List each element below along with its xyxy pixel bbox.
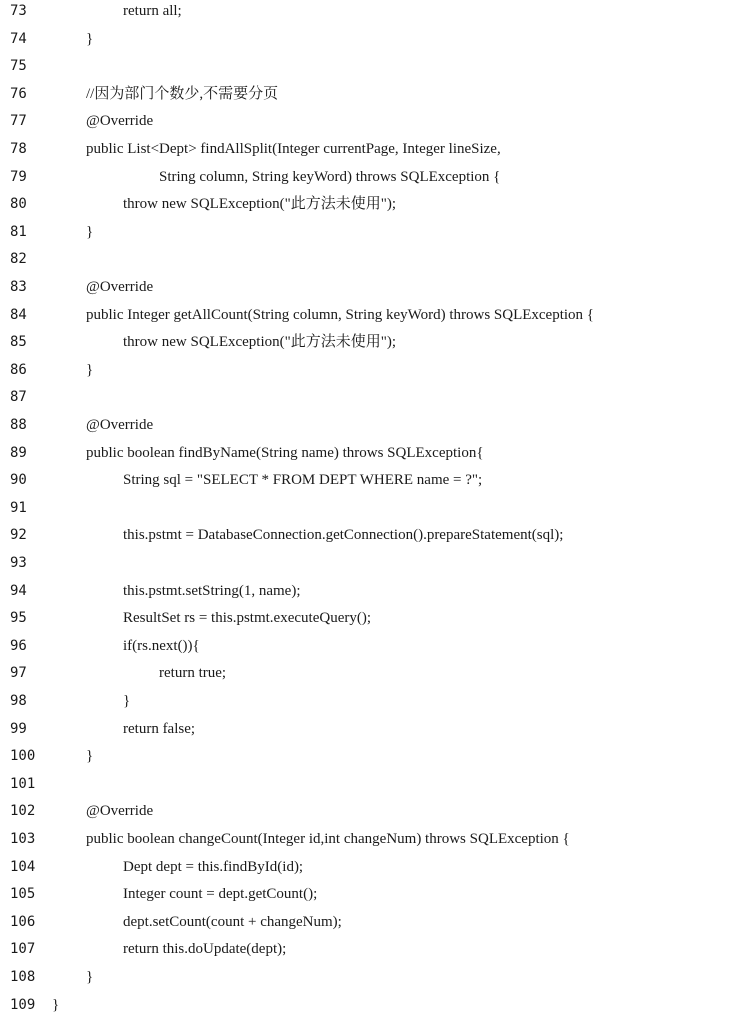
code-text: @Override <box>86 803 154 820</box>
code-line <box>0 826 739 853</box>
code-text: } <box>86 748 94 765</box>
code-line <box>0 495 739 522</box>
code-text: } <box>86 969 94 985</box>
code-text: Integer count = dept.getCount(); <box>123 886 318 903</box>
line-number: 107 <box>10 941 36 958</box>
line-number: 93 <box>10 555 27 571</box>
line-number: 101 <box>10 775 36 792</box>
code-text: @Override <box>86 417 154 433</box>
code-text: this.pstmt = DatabaseConnection.getConnection().prepareStatement(sql); <box>123 527 564 544</box>
line-number: 109 <box>10 996 36 1013</box>
code-line <box>0 909 739 936</box>
line-number: 100 <box>10 748 36 765</box>
code-text: public boolean findByName(String name) throws SQLException{ <box>86 444 484 461</box>
line-number: 98 <box>10 693 27 709</box>
code-line <box>0 108 739 135</box>
code-line <box>0 964 739 991</box>
line-number: 74 <box>10 30 27 47</box>
code-line <box>0 688 739 715</box>
line-number: 82 <box>10 251 27 268</box>
code-line <box>0 26 739 53</box>
line-number: 91 <box>10 499 27 516</box>
code-line <box>0 936 739 963</box>
code-line <box>0 660 739 687</box>
code-line <box>0 854 739 881</box>
line-number: 80 <box>10 196 27 213</box>
line-number: 88 <box>10 417 27 433</box>
line-number: 86 <box>10 361 27 378</box>
line-number: 78 <box>10 141 27 157</box>
line-number: 94 <box>10 582 27 599</box>
code-text: String sql = "SELECT * FROM DEPT WHERE name = ?"; <box>123 472 483 489</box>
code-line <box>0 771 739 798</box>
code-line <box>0 0 739 25</box>
code-line <box>0 440 739 467</box>
line-number: 104 <box>10 858 36 875</box>
code-line <box>0 329 739 356</box>
code-line <box>0 798 739 825</box>
code-text: return all; <box>123 3 182 19</box>
code-text: Dept dept = this.findById(id); <box>123 858 304 875</box>
code-line <box>0 81 739 108</box>
code-text: ResultSet rs = this.pstmt.executeQuery(); <box>123 610 371 627</box>
code-text: public List<Dept> findAllSplit(Integer currentPage, Integer lineSize, <box>86 141 501 157</box>
line-number: 99 <box>10 720 27 737</box>
code-text: String column, String keyWord) throws SQLException { <box>159 168 501 185</box>
code-line <box>0 246 739 273</box>
line-number: 79 <box>10 168 27 185</box>
code-line <box>0 992 739 1019</box>
code-line <box>0 881 739 908</box>
code-line <box>0 274 739 301</box>
line-number: 95 <box>10 610 27 627</box>
code-text: @Override <box>86 279 154 295</box>
code-text: dept.setCount(count + changeNum); <box>123 913 342 930</box>
line-number: 77 <box>10 113 27 130</box>
code-text: this.pstmt.setString(1, name); <box>123 582 301 599</box>
code-line <box>0 605 739 632</box>
line-number: 97 <box>10 665 27 682</box>
code-line <box>0 467 739 494</box>
line-number: 90 <box>10 472 27 489</box>
code-text: } <box>123 693 131 709</box>
code-line <box>0 412 739 439</box>
code-line <box>0 743 739 770</box>
code-line <box>0 164 739 191</box>
line-number: 85 <box>10 334 27 351</box>
code-text: public Integer getAllCount(String column, String keyWord) throws SQLException { <box>86 306 595 323</box>
code-text: if(rs.next()){ <box>123 637 200 654</box>
code-line <box>0 136 739 163</box>
line-number: 108 <box>10 969 36 985</box>
code-text: return this.doUpdate(dept); <box>123 941 287 958</box>
code-text: throw new SQLException("此方法未使用"); <box>123 334 397 351</box>
code-text: return false; <box>123 720 196 737</box>
code-text: } <box>86 223 94 240</box>
line-number: 83 <box>10 279 27 295</box>
line-number: 106 <box>10 913 36 930</box>
code-line <box>0 633 739 660</box>
code-line <box>0 578 739 605</box>
code-line <box>0 357 739 384</box>
line-number: 89 <box>10 444 27 461</box>
line-number: 105 <box>10 886 36 903</box>
code-text: public boolean changeCount(Integer id,int changeNum) throws SQLException { <box>86 831 570 847</box>
code-line <box>0 522 739 549</box>
code-text: throw new SQLException("此方法未使用"); <box>123 196 397 213</box>
code-line <box>0 302 739 329</box>
code-line <box>0 191 739 218</box>
code-text: @Override <box>86 113 154 130</box>
line-number: 84 <box>10 306 27 323</box>
code-text: } <box>86 361 94 378</box>
code-line <box>0 219 739 246</box>
code-text: } <box>52 996 60 1013</box>
code-line <box>0 384 739 411</box>
code-line <box>0 550 739 577</box>
code-text: } <box>86 30 94 47</box>
code-line <box>0 53 739 80</box>
line-number: 96 <box>10 637 27 654</box>
code-text: return true; <box>159 665 227 682</box>
code-line <box>0 716 739 743</box>
line-number: 103 <box>10 831 36 847</box>
line-number: 87 <box>10 389 27 406</box>
line-number: 73 <box>10 3 27 19</box>
line-number: 76 <box>10 85 27 102</box>
line-number: 92 <box>10 527 27 544</box>
line-number: 75 <box>10 58 27 75</box>
line-number: 102 <box>10 803 36 820</box>
line-number: 81 <box>10 223 27 240</box>
code-text: //因为部门个数少,不需要分页 <box>86 85 279 102</box>
